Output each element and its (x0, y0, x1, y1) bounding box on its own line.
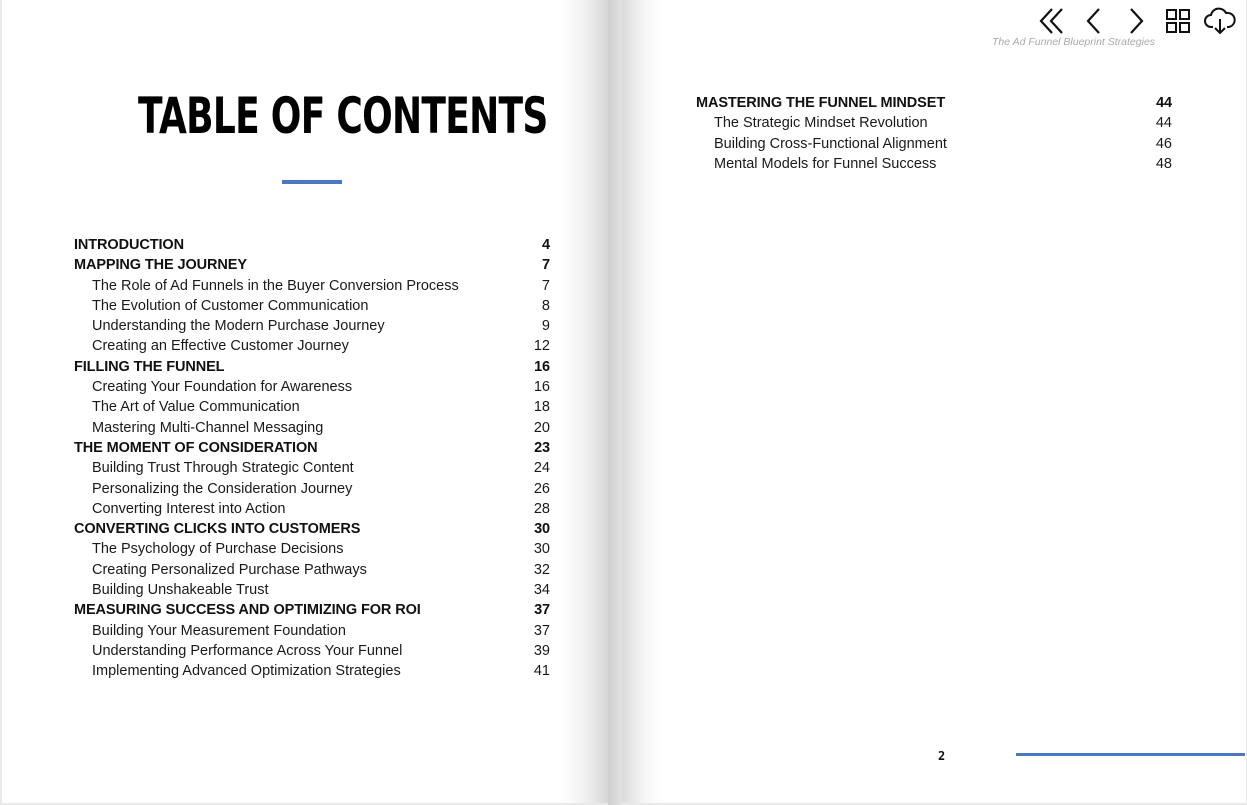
toc-entry-label: MAPPING THE JOURNEY (74, 257, 247, 274)
toc-section-entry[interactable] (74, 499, 550, 519)
toc-section-entry[interactable] (74, 479, 550, 499)
toc-entry-page-number: 37 (534, 602, 550, 619)
toc-entry-label: Converting Interest into Action (92, 500, 286, 517)
toc-entry-label: The Evolution of Customer Communication (92, 297, 369, 314)
toc-entry-page-number: 7 (541, 277, 550, 294)
toc-entry-page-number: 16 (534, 358, 550, 375)
toc-entry-label: Building Trust Through Strategic Content (92, 460, 354, 477)
toc-section-entry[interactable] (74, 316, 550, 336)
cloud-download-icon (1204, 6, 1236, 36)
toc-entry-label: The Strategic Mindset Revolution (714, 115, 928, 132)
toc-entry-page-number: 44 (1156, 95, 1172, 111)
toc-section-entry[interactable] (74, 276, 550, 296)
toc-section-entry[interactable] (74, 336, 550, 356)
chevron-left-icon (1079, 6, 1109, 36)
toc-entry-label: Mental Models for Funnel Success (714, 155, 937, 172)
toc-entry-page-number: 28 (533, 500, 550, 517)
toc-entry-page-number: 8 (541, 297, 550, 314)
toc-entry-page-number: 7 (542, 257, 550, 274)
book-gutter (608, 0, 622, 805)
page-number: 2 (938, 749, 946, 763)
toc-entry-label: MEASURING SUCCESS AND OPTIMIZING FOR ROI (74, 602, 421, 619)
toc-section-entry[interactable] (74, 296, 550, 316)
toc-chapter-entry[interactable] (696, 93, 1172, 113)
toc-entry-page-number: 26 (533, 480, 550, 497)
toc-chapter-entry[interactable] (74, 357, 550, 377)
toc-entry-label: THE MOMENT OF CONSIDERATION (74, 439, 318, 456)
toc-entry-label: The Art of Value Communication (92, 399, 300, 416)
toc-entry-label: Creating Personalized Purchase Pathways (92, 561, 367, 578)
toc-entry-page-number: 9 (541, 318, 550, 335)
toc-entry-page-number: 46 (1155, 135, 1172, 152)
toc-entry-page-number: 23 (534, 439, 550, 456)
toc-section-entry[interactable] (74, 580, 550, 600)
toc-entry-page-number: 18 (533, 399, 550, 416)
title-underline (282, 180, 342, 184)
chevron-right-icon (1121, 6, 1151, 36)
toc-section-entry[interactable] (696, 154, 1172, 174)
toc-chapter-entry[interactable] (74, 519, 550, 539)
first-page-button[interactable] (1034, 4, 1070, 38)
toc-entry-label: FILLING THE FUNNEL (74, 358, 225, 375)
footer-rule (1016, 753, 1245, 756)
toc-entry-label: The Psychology of Purchase Decisions (92, 541, 344, 558)
toc-entry-page-number: 48 (1155, 155, 1172, 172)
toc-entry-page-number: 41 (533, 663, 550, 680)
toc-entry-page-number: 44 (1155, 115, 1172, 132)
toc-chapter-entry[interactable] (74, 600, 550, 620)
page-title: TABLE OF CONTENTS (138, 87, 548, 145)
toc-entry-page-number: 34 (533, 582, 550, 599)
toc-section-entry[interactable] (74, 560, 550, 580)
toc-entry-label: MASTERING THE FUNNEL MINDSET (696, 95, 946, 111)
toc-section-entry[interactable] (696, 113, 1172, 133)
toc-entry-label: Understanding the Modern Purchase Journey (92, 318, 385, 335)
toc-entry-label: INTRODUCTION (74, 237, 184, 253)
next-page-button[interactable] (1118, 4, 1154, 38)
toc-section-entry[interactable] (74, 377, 550, 397)
toc-entry-label: Creating an Effective Customer Journey (92, 338, 349, 355)
toc-entry-page-number: 39 (533, 642, 550, 659)
toc-entry-label: Building Unshakeable Trust (92, 582, 269, 599)
toc-entry-page-number: 16 (533, 379, 550, 396)
toc-section-entry[interactable] (74, 418, 550, 438)
toc-list-right (696, 93, 1172, 174)
toc-entry-label: Implementing Advanced Optimization Strategies (92, 663, 401, 680)
thumbnails-button[interactable] (1160, 4, 1196, 38)
toc-section-entry[interactable] (74, 539, 550, 559)
toc-section-entry[interactable] (74, 621, 550, 641)
double-chevron-left-icon (1037, 6, 1067, 36)
toc-entry-page-number: 37 (533, 622, 550, 639)
grid-icon (1164, 7, 1192, 35)
toc-entry-page-number: 20 (533, 419, 550, 436)
running-head: The Ad Funnel Blueprint Strategies (992, 36, 1156, 48)
toc-entry-page-number: 4 (542, 237, 550, 253)
toc-entry-label: Mastering Multi-Channel Messaging (92, 419, 324, 436)
toc-section-entry[interactable] (74, 641, 550, 661)
download-button[interactable] (1202, 4, 1238, 38)
toc-entry-label: The Role of Ad Funnels in the Buyer Conversion Process (92, 277, 459, 294)
toc-entry-label: Building Your Measurement Foundation (92, 622, 346, 639)
toc-entry-page-number: 30 (534, 521, 550, 538)
toc-entry-label: Building Cross-Functional Alignment (714, 135, 947, 152)
toc-section-entry[interactable] (74, 661, 550, 681)
toc-entry-label: Understanding Performance Across Your Funnel (92, 642, 403, 659)
toc-list-left (74, 235, 550, 682)
toc-chapter-entry[interactable] (74, 235, 550, 255)
toc-entry-page-number: 12 (533, 338, 550, 355)
toc-chapter-entry[interactable] (74, 438, 550, 458)
toc-entry-label: CONVERTING CLICKS INTO CUSTOMERS (74, 521, 361, 538)
toc-section-entry[interactable] (74, 397, 550, 417)
toc-chapter-entry[interactable] (74, 255, 550, 275)
toc-entry-page-number: 24 (533, 460, 550, 477)
previous-page-button[interactable] (1076, 4, 1112, 38)
toc-section-entry[interactable] (696, 134, 1172, 154)
toc-section-entry[interactable] (74, 458, 550, 478)
toc-entry-page-number: 32 (533, 561, 550, 578)
toc-entry-label: Creating Your Foundation for Awareness (92, 379, 353, 396)
viewer-toolbar (1034, 4, 1238, 38)
toc-entry-page-number: 30 (533, 541, 550, 558)
toc-entry-label: Personalizing the Consideration Journey (92, 480, 353, 497)
